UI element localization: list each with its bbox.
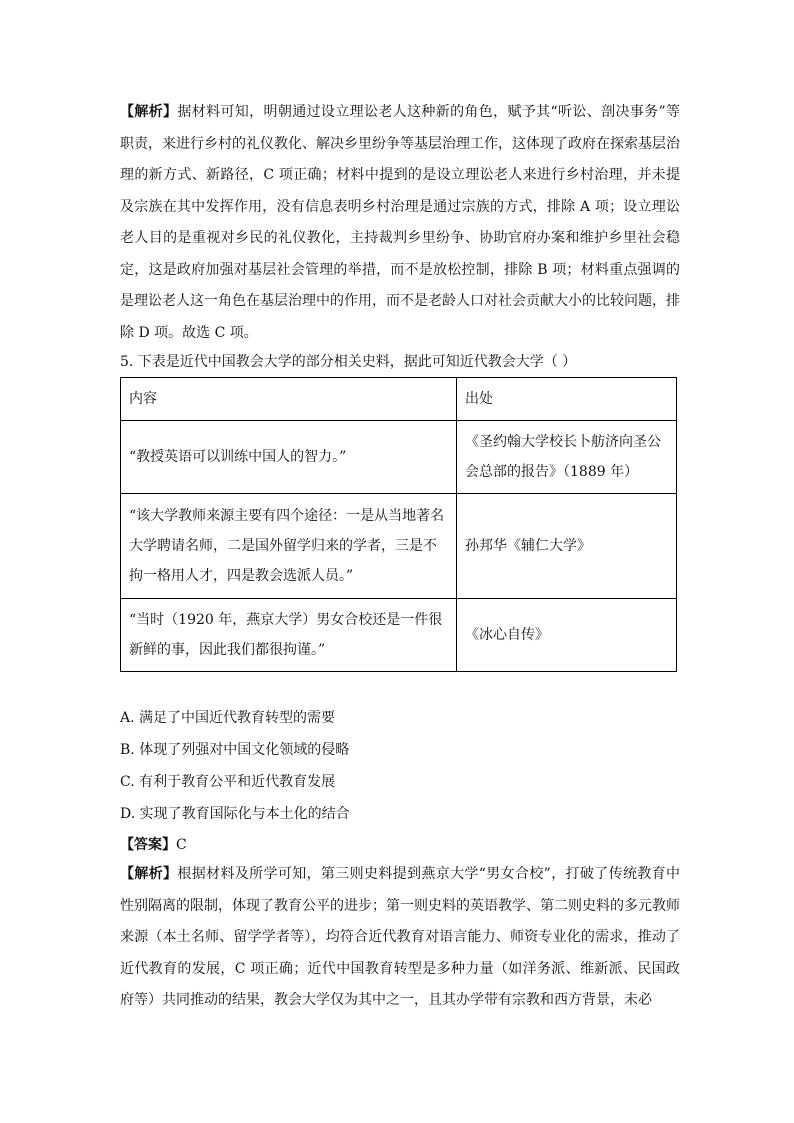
table-cell-source: 《圣约翰大学校长卜舫济向圣公会总部的报告》（1889 年） [457,421,677,494]
option-c: C. 有利于教育公平和近代教育发展 [120,774,336,790]
analysis-text: 根据材料及所学可知，第三则史料提到燕京大学“男女合校”，打破了传统教育中性别隔离的限制，体现了教育公平的进步；第一则史料的英语教学、第二则史料的多元教师来源（本土名师、留学学者等），均符合近代教育对语言能力、师资专业化的需求，推动了近代教育的发展，C 项正确；近代中国教育转型是多种力量（如洋务派、维新派、民国政府等）共同推动的结果，教会大学仅为其中之一，且其办学带有宗教和西方背景，未必 [120,866,681,1008]
analysis-tag: 【解析】 [120,104,178,120]
answer-line [120,835,680,855]
source-table [120,377,677,672]
table-cell-content: “该大学教师来源主要有四个途径：一是从当地著名大学聘请名师，二是国外留学归来的学者，三是不拘一格用人才，四是教会选派人员。” [121,494,457,599]
analysis-tag: 【解析】 [120,866,178,882]
answer-value: C [176,837,187,853]
analysis [120,859,680,1017]
table-row [121,421,677,494]
table-header-source: 出处 [457,378,677,421]
question-stem: 5. 下表是近代中国教会大学的部分相关史料，据此可知近代教会大学（ ） [120,354,577,370]
answer-tag: 【答案】 [120,837,176,853]
analysis-paragraph [120,859,680,1017]
table-cell-source: 孙邦华《辅仁大学》 [457,494,677,599]
table-cell-source: 《冰心自传》 [457,599,677,672]
option-a: A. 满足了中国近代教育转型的需要 [120,710,336,726]
previous-analysis [120,97,680,349]
table-row [121,494,677,599]
table-header-row [121,378,677,421]
table-row [121,599,677,672]
table-cell-content: “教授英语可以训练中国人的智力。” [121,421,457,494]
option-b: B. 体现了列强对中国文化领域的侵略 [120,742,350,758]
analysis-paragraph [120,97,680,349]
table-header-content: 内容 [121,378,457,421]
table-cell-content: “当时（1920 年，燕京大学）男女合校还是一件很新鲜的事，因此我们都很拘谨。” [121,599,457,672]
analysis-text: 据材料可知，明朝通过设立理讼老人这种新的角色，赋予其“听讼、剖决事务”等职责，来进行乡村的礼仪教化、解决乡里纷争等基层治理工作，这体现了政府在探索基层治理的新方式、新路径，C 项正确；材料中提到的是设立理讼老人来进行乡村治理，并未提及宗族在其中发挥作用，没有信息表明乡村治理是通过宗族的方式，排除 A 项；设立理讼老人目的是重视对乡民的礼仪教化，主持裁判乡里纷争、协助官府办案和维护乡里社会稳定，这是政府加强对基层社会管理的举措，而不是放松控制，排除 B 项；材料重点强调的是理讼老人这一角色在基层治理中的作用，而不是老龄人口对社会贡献大小的比较问题，排除 D 项。故选 C 项。 [120,104,681,341]
option-d: D. 实现了教育国际化与本土化的结合 [120,806,350,822]
